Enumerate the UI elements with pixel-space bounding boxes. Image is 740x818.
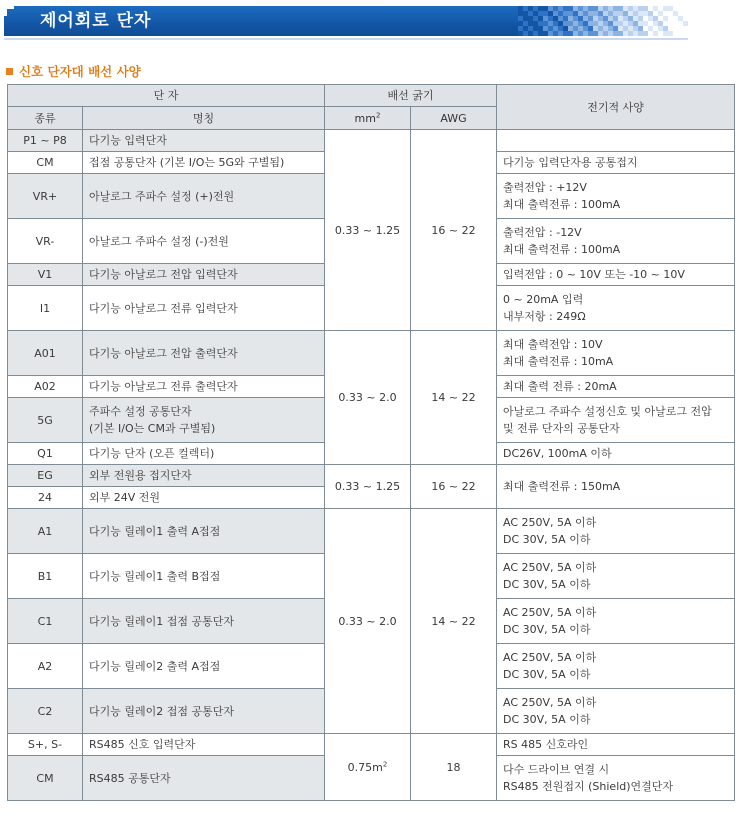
terminal-type: 24 (8, 487, 83, 509)
terminal-name (83, 398, 325, 443)
page-title: 제어회로 단자 (40, 11, 152, 31)
wiring-spec-table (7, 84, 735, 801)
terminal-name-line: (기본 I/O는 CM과 구별됨) (89, 422, 216, 435)
header-name: 명칭 (83, 107, 325, 130)
terminal-type: Q1 (8, 443, 83, 465)
wire-size-mm2-superscript: 2 (382, 759, 388, 768)
terminal-type: VR+ (8, 174, 83, 219)
terminal-type: A01 (8, 331, 83, 376)
terminal-name (83, 756, 325, 801)
wire-size-mm2-value: 0.33 ~ 2.0 (338, 391, 397, 404)
electrical-spec-line: AC 250V, 5A 이하 (503, 606, 597, 619)
wire-size-mm2-value: 0.33 ~ 1.25 (334, 223, 401, 237)
wire-size-mm2 (325, 465, 411, 509)
terminal-type: P1 ~ P8 (8, 130, 83, 152)
terminal-name-line: 다기능 릴레이1 출력 A접점 (89, 524, 221, 538)
terminal-name-line: 다기능 아날로그 전압 출력단자 (89, 346, 238, 360)
electrical-spec (497, 286, 735, 331)
electrical-spec (497, 689, 735, 734)
wire-size-mm2 (325, 509, 411, 734)
terminal-name (83, 376, 325, 398)
terminal-type: A02 (8, 376, 83, 398)
electrical-spec (497, 443, 735, 465)
terminal-name (83, 443, 325, 465)
table-row (8, 331, 735, 376)
electrical-spec (497, 734, 735, 756)
terminal-type: S+, S- (8, 734, 83, 756)
terminal-name-line: 다기능 릴레이2 접점 공통단자 (89, 704, 234, 718)
electrical-spec-line: DC26V, 100mA 이하 (503, 447, 612, 460)
electrical-spec-line: 출력전압 : +12V (503, 181, 587, 194)
wire-size-mm2 (325, 331, 411, 465)
wire-size-awg: 16 ~ 22 (411, 465, 497, 509)
wire-size-mm2-value: 0.75m (347, 760, 383, 774)
electrical-spec-line: DC 30V, 5A 이하 (503, 623, 591, 636)
electrical-spec (497, 509, 735, 554)
electrical-spec-line: 최대 출력전류 : 150mA (503, 480, 621, 493)
terminal-name (83, 264, 325, 286)
terminal-name (83, 734, 325, 756)
electrical-spec-line: 최대 출력 전류 : 20mA (503, 380, 617, 393)
table-row (8, 465, 735, 487)
electrical-spec-line: DC 30V, 5A 이하 (503, 533, 591, 546)
title-banner (4, 6, 688, 36)
terminal-name-line: 아날로그 주파수 설정 (+)전원 (89, 189, 235, 203)
terminal-type: A1 (8, 509, 83, 554)
wire-size-mm2 (325, 734, 411, 801)
terminal-name (83, 509, 325, 554)
electrical-spec (497, 130, 735, 152)
electrical-spec-line: RS485 전원접지 (Shield)연결단자 (503, 780, 674, 793)
table-row (8, 509, 735, 554)
terminal-name-line: 외부 24V 전원 (89, 491, 161, 504)
terminal-name (83, 465, 325, 487)
terminal-type: B1 (8, 554, 83, 599)
electrical-spec-line: 다수 드라이브 연결 시 (503, 763, 610, 776)
terminal-name-line: 다기능 아날로그 전류 출력단자 (89, 380, 238, 393)
electrical-spec-line: DC 30V, 5A 이하 (503, 668, 591, 681)
section-title: 신호 단자대 배선 사양 (19, 64, 141, 79)
electrical-spec-line: 입력전압 : 0 ~ 10V 또는 -10 ~ 10V (503, 268, 685, 281)
electrical-spec (497, 599, 735, 644)
terminal-type: C2 (8, 689, 83, 734)
electrical-spec-line: 내부저항 : 249Ω (503, 310, 586, 323)
electrical-spec (497, 554, 735, 599)
terminal-name (83, 286, 325, 331)
electrical-spec-line: 출력전압 : -12V (503, 226, 582, 239)
terminal-type: C1 (8, 599, 83, 644)
electrical-spec-line: 및 전류 단자의 공통단자 (503, 422, 620, 435)
banner-mosaic-decoration (518, 6, 688, 36)
terminal-name-line: 다기능 입력단자 (89, 134, 167, 147)
header-mm2 (325, 107, 411, 130)
terminal-name-line: 다기능 릴레이1 접점 공통단자 (89, 614, 234, 628)
electrical-spec (497, 219, 735, 264)
wire-size-awg: 14 ~ 22 (411, 509, 497, 734)
terminal-type: V1 (8, 264, 83, 286)
terminal-name (83, 689, 325, 734)
terminal-name (83, 174, 325, 219)
header-wire-size: 배선 굵기 (325, 85, 497, 107)
banner-corner-mark (4, 6, 14, 16)
terminal-name (83, 644, 325, 689)
wire-size-awg: 18 (411, 734, 497, 801)
terminal-name-line: 다기능 아날로그 전류 입력단자 (89, 301, 238, 315)
terminal-name-line: 접점 공통단자 (기본 I/O는 5G와 구별됨) (89, 156, 285, 169)
wire-size-mm2-value: 0.33 ~ 2.0 (338, 614, 397, 628)
electrical-spec-line: DC 30V, 5A 이하 (503, 578, 591, 591)
terminal-name (83, 599, 325, 644)
terminal-type: VR- (8, 219, 83, 264)
electrical-spec (497, 465, 735, 509)
header-electrical-spec: 전기적 사양 (497, 85, 735, 130)
terminal-name-line: 다기능 릴레이2 출력 A접점 (89, 659, 221, 673)
header-type: 종류 (8, 107, 83, 130)
table-row (8, 130, 735, 152)
table-row (8, 734, 735, 756)
wire-size-mm2 (325, 130, 411, 331)
terminal-name (83, 487, 325, 509)
wire-size-awg: 14 ~ 22 (411, 331, 497, 465)
terminal-name-line: 주파수 설정 공통단자 (89, 405, 192, 418)
terminal-name (83, 152, 325, 174)
terminal-name-line: 다기능 단자 (오픈 컬렉터) (89, 447, 215, 460)
header-mm-label: mm (354, 111, 376, 125)
electrical-spec-line: 아날로그 주파수 설정신호 및 아날로그 전압 (503, 405, 712, 418)
header-mm-superscript: 2 (375, 110, 381, 119)
terminal-name (83, 219, 325, 264)
terminal-name-line: 아날로그 주파수 설정 (-)전원 (89, 234, 229, 248)
electrical-spec-line: AC 250V, 5A 이하 (503, 696, 597, 709)
electrical-spec-line: 최대 출력전압 : 10V (503, 338, 603, 351)
electrical-spec (497, 264, 735, 286)
terminal-name (83, 554, 325, 599)
electrical-spec (497, 756, 735, 801)
wire-size-awg: 16 ~ 22 (411, 130, 497, 331)
terminal-name-line: 다기능 아날로그 전압 입력단자 (89, 268, 238, 281)
electrical-spec (497, 174, 735, 219)
square-bullet-icon (6, 68, 13, 75)
terminal-type: CM (8, 152, 83, 174)
electrical-spec-line: 다기능 입력단자용 공통접지 (503, 156, 638, 169)
electrical-spec-line: AC 250V, 5A 이하 (503, 561, 597, 574)
terminal-name (83, 130, 325, 152)
banner-underline (4, 38, 688, 40)
header-terminal: 단 자 (8, 85, 325, 107)
terminal-type: 5G (8, 398, 83, 443)
terminal-name-line: RS485 공통단자 (89, 771, 171, 785)
terminal-type: CM (8, 756, 83, 801)
electrical-spec (497, 152, 735, 174)
electrical-spec (497, 376, 735, 398)
electrical-spec (497, 398, 735, 443)
electrical-spec-line: DC 30V, 5A 이하 (503, 713, 591, 726)
electrical-spec-line: 최대 출력전류 : 100mA (503, 198, 621, 211)
electrical-spec-line: AC 250V, 5A 이하 (503, 651, 597, 664)
terminal-type: I1 (8, 286, 83, 331)
terminal-name-line: RS485 신호 입력단자 (89, 738, 196, 751)
terminal-name (83, 331, 325, 376)
terminal-type: EG (8, 465, 83, 487)
electrical-spec-line: 최대 출력전류 : 100mA (503, 243, 621, 256)
terminal-name-line: 다기능 릴레이1 출력 B접점 (89, 569, 221, 583)
electrical-spec-line: RS 485 신호라인 (503, 738, 589, 751)
wire-size-mm2-value: 0.33 ~ 1.25 (334, 480, 401, 493)
section-heading (6, 62, 141, 80)
electrical-spec (497, 331, 735, 376)
electrical-spec (497, 644, 735, 689)
electrical-spec-line: AC 250V, 5A 이하 (503, 516, 597, 529)
terminal-type: A2 (8, 644, 83, 689)
terminal-name-line: 외부 전원용 접지단자 (89, 469, 192, 482)
electrical-spec-line: 0 ~ 20mA 입력 (503, 293, 584, 306)
electrical-spec-line: 최대 출력전류 : 10mA (503, 355, 614, 368)
header-awg: AWG (411, 107, 497, 130)
